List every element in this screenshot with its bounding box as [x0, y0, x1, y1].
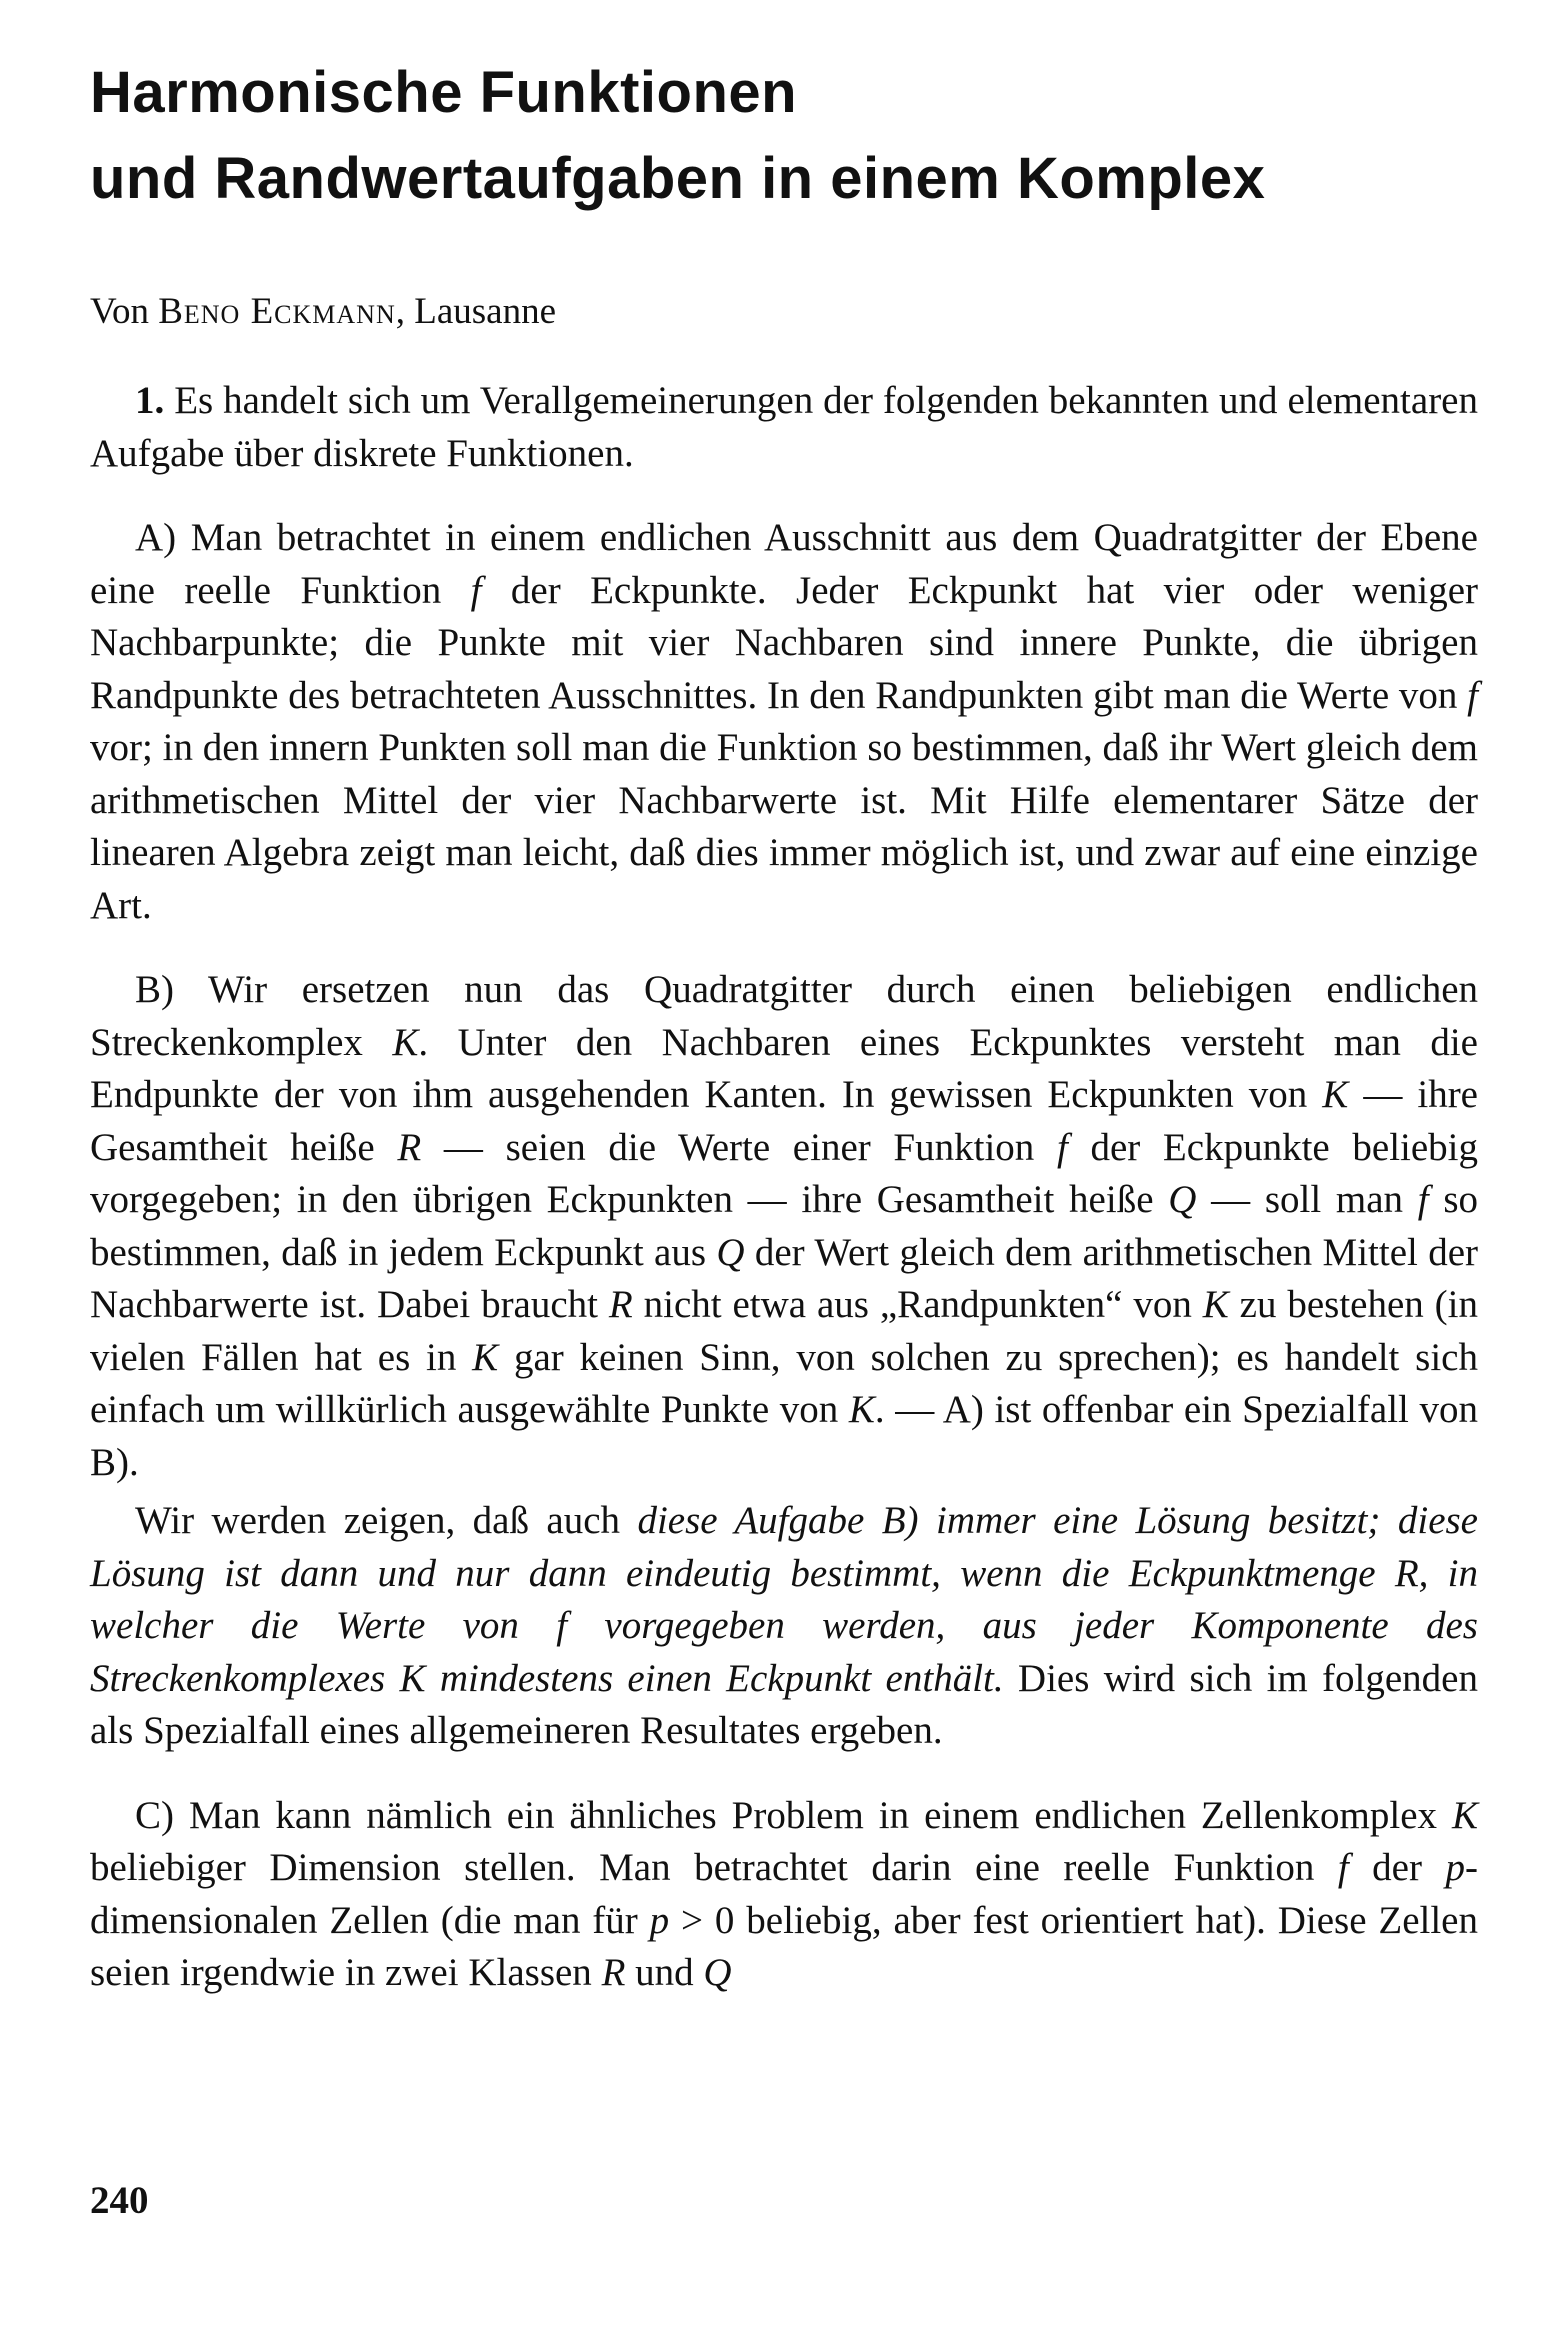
page-number: 240: [90, 2179, 149, 2222]
text: der: [1348, 1846, 1446, 1889]
text: > 0 beliebig, aber fest orientiert hat). Diese Zellen seien irgendwie in zwei Klassen: [90, 1898, 1478, 1994]
text: B) Wir ersetzen nun das Quadratgitter durch einen beliebigen endlichen Streckenkomplex: [90, 968, 1478, 1064]
text: beliebiger Dimension stellen. Man betrachtet darin eine reelle Funktion: [90, 1846, 1338, 1889]
title-line-1: Harmonische Funktionen: [90, 60, 798, 125]
text: . Unter den Nachbaren eines Eckpunktes versteht man die Endpunkte der von ihm ausgehenden Kanten. In gewissen Eckpunkten von: [90, 1020, 1478, 1116]
text: vor; in den innern Punkten soll man die Funktion so bestimmen, daß ihr Wert gleich dem arithmetischen Mittel der vier Nachbarwerte ist. Mit Hilfe elementarer Sätze der linearen Algebra zeigt man leicht, daß dies immer möglich ist, und zwar auf eine einzige Art.: [90, 726, 1478, 927]
math-symbol: K: [848, 1388, 875, 1431]
math-symbol: R: [608, 1283, 633, 1326]
math-symbol: K: [1322, 1073, 1349, 1116]
paragraph-b: [90, 964, 1478, 1489]
paragraph-1-text: Es handelt sich um Verallgemeinerungen der folgenden bekannten und elementaren Aufgabe über diskrete Funktionen.: [90, 379, 1478, 475]
paragraph-a: [90, 512, 1478, 932]
math-symbol: f: [1467, 673, 1478, 717]
section-number: 1.: [135, 379, 165, 422]
math-symbol: K: [1451, 1793, 1478, 1837]
math-symbol: Q: [716, 1230, 745, 1274]
text: der Eckpunkte. Jeder Eckpunkt hat vier oder weniger Nachbarpunkte; die Punkte mit vier Nachbaren sind innere Punkte, die übrigen Randpunkte des betrachteten Ausschnittes. In den Randpunkten gibt man die Werte von: [90, 568, 1479, 717]
math-symbol: Q: [703, 1951, 732, 1994]
author-name: Beno Eckmann: [158, 291, 396, 332]
text: — soll man: [1196, 1178, 1418, 1221]
text: und: [625, 1951, 704, 1994]
text: zu bestehen (in vielen Fällen hat es in: [90, 1283, 1478, 1379]
paragraph-c: [90, 1790, 1478, 2000]
text: — seien die Werte einer Funktion: [421, 1125, 1057, 1169]
math-symbol: f: [1337, 1846, 1349, 1889]
text: so bestimmen, daß in jedem Eckpunkt aus: [90, 1178, 1478, 1274]
text: — ihre Gesamtheit heiße: [90, 1073, 1478, 1169]
title-line-2: und Randwertaufgaben in einem Komplex: [90, 146, 1266, 211]
math-symbol: f: [1056, 1125, 1068, 1169]
math-symbol: p: [1445, 1846, 1465, 1889]
math-symbol: K: [472, 1335, 499, 1379]
text: C) Man kann nämlich ein ähnliches Problem in einem endlichen Zellenkomplex: [135, 1793, 1452, 1837]
paragraph-b-continued: [90, 1495, 1478, 1758]
math-symbol: f: [470, 568, 482, 612]
author-place: , Lausanne: [395, 291, 557, 332]
text: gar keinen Sinn, von solchen zu sprechen); es handelt sich einfach um willkürlich ausgewählte Punkte von: [90, 1335, 1478, 1431]
text: der Wert gleich dem arithmetischen Mittel der Nachbarwerte ist. Dabei braucht: [90, 1230, 1479, 1326]
math-symbol: Q: [1168, 1178, 1197, 1221]
text: . — A) ist offenbar ein Spezialfall von B).: [90, 1388, 1478, 1484]
math-symbol: K: [392, 1020, 419, 1064]
math-symbol: R: [601, 1951, 626, 1994]
text: Wir werden zeigen, daß auch: [135, 1499, 638, 1542]
text: der Eckpunkte beliebig vorgegeben; in den übrigen Eckpunkten — ihre Gesamtheit heiße: [90, 1125, 1479, 1221]
page: [90, 50, 1478, 2000]
text: -dimensionalen Zellen (die man für: [90, 1846, 1478, 1942]
text: Dies wird sich im folgenden als Spezialfall eines allgemeineren Resultates ergeben.: [90, 1656, 1478, 1752]
article-title: [90, 50, 1478, 222]
text: A) Man betrachtet in einem endlichen Ausschnitt aus dem Quadratgitter der Ebene eine reelle Funktion: [90, 516, 1478, 612]
paragraph-1: [90, 375, 1478, 480]
math-symbol: p: [649, 1898, 670, 1942]
math-symbol: R: [397, 1125, 422, 1169]
math-symbol: K: [1202, 1283, 1229, 1326]
italic-theorem: diese Aufgabe B) immer eine Lösung besitzt; diese Lösung ist dann und nur dann eindeutig bestimmt, wenn die Eckpunktmenge R, in welcher die Werte von f vorgegeben werden, aus jeder Komponente des Streckenkomplexes K mindestens einen Eckpunkt enthält.: [90, 1499, 1478, 1700]
math-symbol: f: [1417, 1178, 1429, 1221]
byline: [90, 290, 1478, 333]
byline-prefix: Von: [90, 291, 159, 332]
text: nicht etwa aus „Randpunkten“ von: [632, 1283, 1203, 1326]
